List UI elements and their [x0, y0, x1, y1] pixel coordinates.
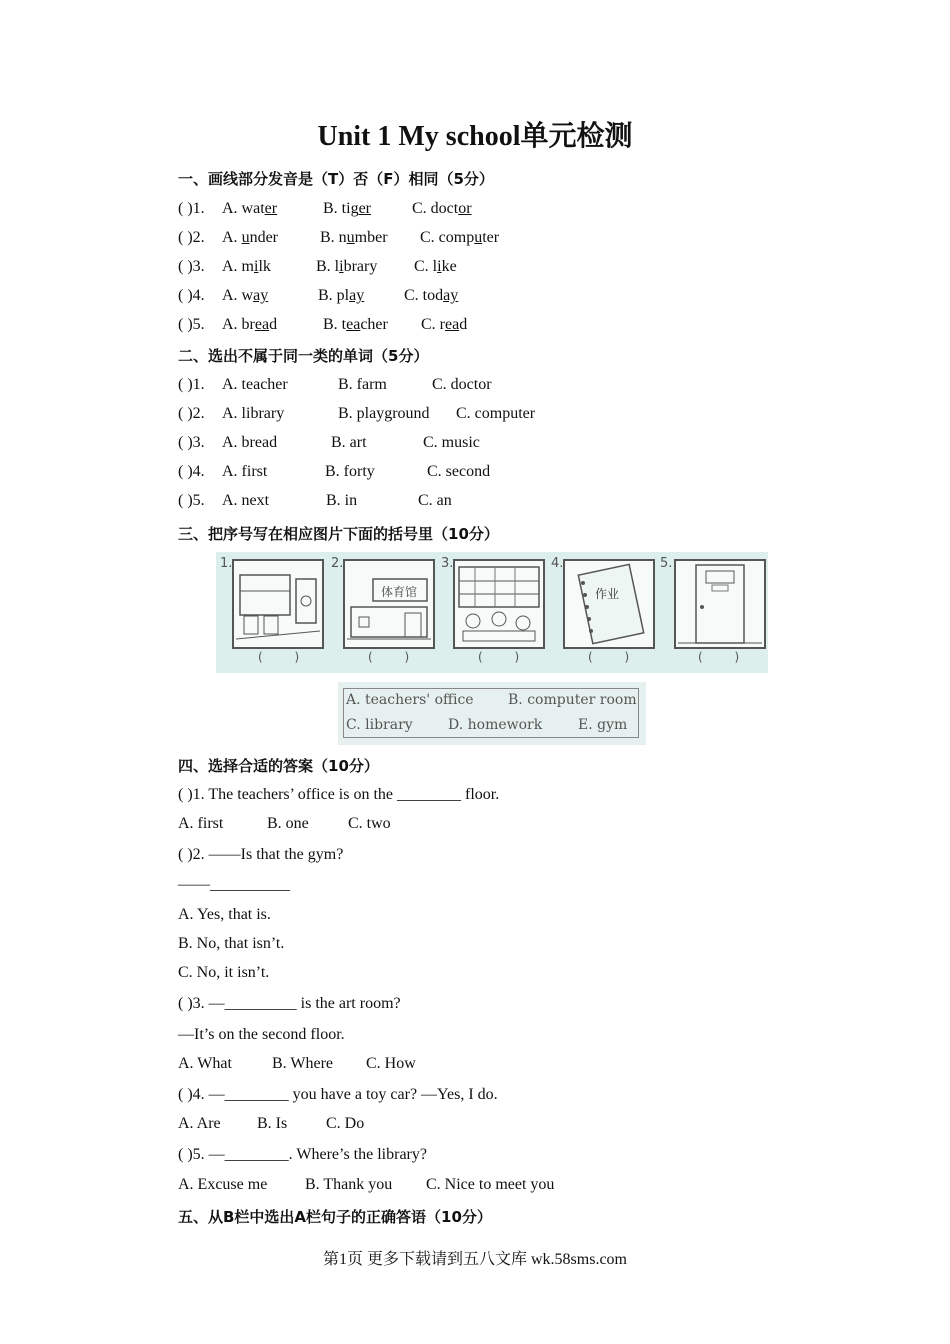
q2-option-c: C. No, it isn’t. [178, 964, 270, 981]
word-part: d [269, 316, 278, 333]
q2-option-a: A. Yes, that is. [178, 906, 271, 923]
underlined-letters: ay [443, 287, 459, 304]
library-illustration-icon [455, 561, 543, 647]
picture-teachers-office [232, 559, 324, 649]
underlined-letters: u [346, 229, 355, 246]
option-a [222, 200, 277, 218]
picture-number: 5. [660, 556, 673, 571]
option-a [222, 287, 268, 305]
q1-option-b: B. one [267, 815, 309, 832]
question-number: ( )4. [178, 287, 205, 304]
underlined-letters: ea [445, 316, 460, 333]
question-number: ( )3. [178, 434, 205, 451]
word-part: C. comp [420, 229, 475, 246]
option-b: B. in [326, 492, 358, 509]
word-part: brary [343, 258, 378, 275]
option-b: B. farm [338, 376, 387, 393]
notebook-label: 作业 [595, 587, 620, 601]
q3-reply: —It’s on the second floor. [178, 1026, 345, 1043]
option-b: B. playground [338, 405, 430, 422]
word-part: B. pl [318, 287, 350, 304]
underlined-letters: u [241, 229, 250, 246]
q1-stem: ( )1. The teachers’ office is on the ________ floor. [178, 786, 500, 803]
option-c [420, 229, 499, 247]
word-part: d [459, 316, 468, 333]
option-a: A. bread [222, 434, 278, 451]
section5-heading: 五、从B栏中选出A栏句子的正确答语（10分） [178, 1208, 492, 1226]
option-a [222, 258, 271, 276]
q2-blank: ——__________ [178, 876, 290, 893]
question-number: ( )2. [178, 229, 205, 246]
picture-computer-room [674, 559, 766, 649]
underlined-letters: u [474, 229, 483, 246]
option-a: A. teachers' office [346, 692, 474, 708]
q5-stem: ( )5. —________. Where’s the library? [178, 1146, 427, 1163]
option-c: C. music [423, 434, 480, 451]
word-part: A. m [222, 258, 254, 275]
question-number: ( )1. [178, 200, 205, 217]
option-b [323, 316, 388, 334]
picture-number: 2. [331, 556, 344, 571]
option-a: A. library [222, 405, 285, 422]
answer-bracket: ( ) [588, 650, 644, 664]
q3-stem: ( )3. —_________ is the art room? [178, 995, 401, 1012]
section3-heading: 三、把序号写在相应图片下面的括号里（10分） [178, 525, 499, 543]
q2-option-b: B. No, that isn’t. [178, 935, 285, 952]
picture-number: 4. [551, 556, 564, 571]
word-part: A. [222, 229, 242, 246]
question-number: ( )4. [178, 463, 205, 480]
option-c: C. doctor [432, 376, 492, 393]
word-part: A. br [222, 316, 255, 333]
option-c: C. computer [456, 405, 536, 422]
answer-bracket: ( ) [698, 650, 754, 664]
option-c [421, 316, 467, 334]
option-c: C. library [346, 717, 413, 733]
answer-bracket: ( ) [368, 650, 424, 664]
underlined-letters: ea [346, 316, 361, 333]
q1-option-a: A. first [178, 815, 224, 832]
word-part: C. r [421, 316, 445, 333]
word-part: B. n [320, 229, 347, 246]
q3-option-b: B. Where [272, 1055, 334, 1072]
gym-illustration-icon [345, 561, 433, 647]
word-part: C. doct [412, 200, 459, 217]
gym-sign-label: 体育馆 [381, 585, 418, 599]
picture-options-box [338, 682, 646, 745]
option-b [318, 287, 364, 305]
word-part: A. wat [222, 200, 265, 217]
section1-heading: 一、画线部分发音是（T）否（F）相同（5分） [178, 170, 494, 188]
word-part: B. tig [323, 200, 359, 217]
option-d: D. homework [448, 717, 543, 733]
question-number: ( )5. [178, 316, 205, 333]
option-b [320, 229, 388, 247]
underlined-letters: ea [254, 316, 270, 333]
picture-number: 1. [220, 556, 233, 571]
question-number: ( )3. [178, 258, 205, 275]
option-a [222, 316, 277, 334]
option-c [414, 258, 457, 276]
question-number: ( )5. [178, 492, 205, 509]
q3-option-a: A. What [178, 1055, 232, 1072]
picture-homework [563, 559, 655, 649]
page-title: Unit 1 My school单元检测 [317, 121, 633, 152]
door-illustration-icon [676, 561, 764, 647]
underlined-letters: i [254, 258, 259, 275]
section2-heading: 二、选出不属于同一类的单词（5分） [178, 347, 429, 365]
option-b: B. art [331, 434, 367, 451]
underlined-letters: or [458, 200, 472, 217]
q4-option-c: C. Do [326, 1115, 365, 1132]
section4-heading: 四、选择合适的答案（10分） [178, 757, 379, 775]
option-b: B. computer room [508, 692, 637, 708]
word-part: C. tod [404, 287, 444, 304]
option-b [316, 258, 377, 276]
question-number: ( )1. [178, 376, 205, 393]
option-a [222, 229, 278, 247]
q2-stem: ( )2. ——Is that the gym? [178, 846, 344, 863]
notebook-illustration-icon [565, 561, 653, 647]
answer-bracket: ( ) [478, 650, 534, 664]
q4-option-a: A. Are [178, 1115, 221, 1132]
option-c [404, 287, 458, 305]
word-part: B. t [323, 316, 347, 333]
word-part: cher [360, 316, 388, 333]
word-part: nder [249, 229, 278, 246]
picture-strip [216, 552, 768, 673]
picture-library [453, 559, 545, 649]
word-part: A. w [222, 287, 254, 304]
underlined-letters: ay [253, 287, 269, 304]
underlined-letters: er [264, 200, 278, 217]
picture-number: 3. [441, 556, 454, 571]
q4-option-b: B. Is [257, 1115, 288, 1132]
word-part: ke [441, 258, 457, 275]
office-illustration-icon [234, 561, 322, 647]
word-part: B. l [316, 258, 340, 275]
option-c: C. second [427, 463, 491, 480]
page-footer: 第1页 更多下载请到五八文库 wk.58sms.com [322, 1251, 627, 1268]
q3-option-c: C. How [366, 1055, 416, 1072]
option-b: B. forty [325, 463, 375, 480]
q5-option-a: A. Excuse me [178, 1176, 268, 1193]
underlined-letters: i [339, 258, 344, 275]
q5-option-c: C. Nice to meet you [426, 1176, 555, 1193]
option-b [323, 200, 371, 218]
option-a: A. first [222, 463, 268, 480]
option-c: C. an [418, 492, 452, 509]
picture-gym [343, 559, 435, 649]
underlined-letters: i [437, 258, 442, 275]
word-part: C. l [414, 258, 438, 275]
question-number: ( )2. [178, 405, 205, 422]
answer-bracket: ( ) [258, 650, 314, 664]
option-c [412, 200, 472, 218]
option-a: A. next [222, 492, 270, 509]
q5-option-b: B. Thank you [305, 1176, 393, 1193]
option-a: A. teacher [222, 376, 288, 393]
underlined-letters: er [358, 200, 371, 217]
underlined-letters: ay [349, 287, 365, 304]
word-part: ter [482, 229, 500, 246]
q4-stem: ( )4. —________ you have a toy car? —Yes, I do. [178, 1086, 498, 1103]
word-part: lk [258, 258, 271, 275]
word-part: mber [354, 229, 388, 246]
option-e: E. gym [578, 717, 628, 733]
q1-option-c: C. two [348, 815, 391, 832]
